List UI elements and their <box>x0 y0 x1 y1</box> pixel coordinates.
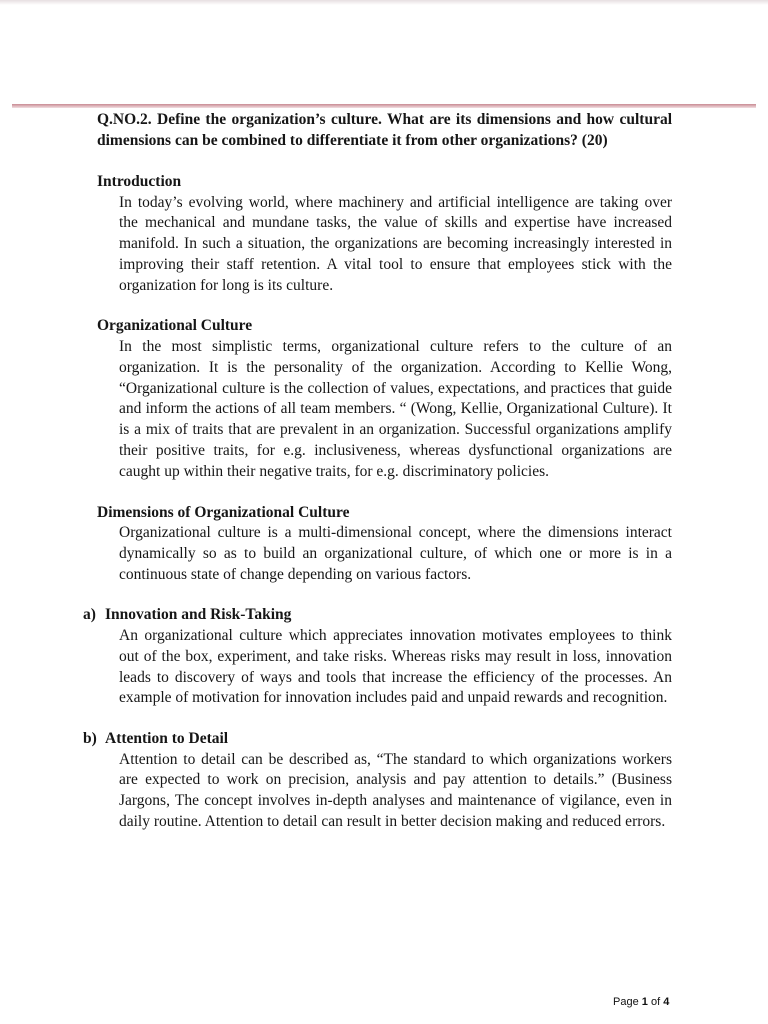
subsection-body-attention: Attention to detail can be described as, “The standard to which organizations workers are expected to work on precision, analysis and pay attention to details.” (Business Jargons, The concept involves in-depth analyses and maintenance of vigilance, even in daily routine. Attention to detail can result in better decision making and reduced errors. <box>119 750 672 831</box>
subsection-label-a: a) <box>83 606 96 624</box>
subsection-body-innovation: An organizational culture which appreciates innovation motivates employees to think out of the box, experiment, and take risks. Whereas risks may result in loss, innovation leads to discovery of ways and tools that increase the efficiency of the processes. An example of motivation for innovation includes paid and unpaid rewards and recognition. <box>119 626 672 707</box>
page-word: Page <box>613 996 639 1008</box>
section-organizational-culture <box>97 316 672 482</box>
subsection-title-attention <box>83 729 658 750</box>
section-title-introduction: Introduction <box>97 173 182 190</box>
document-body <box>83 110 672 833</box>
section-body-dimensions: Organizational culture is a multi-dimensional concept, where the dimensions interact dynamically so as to build an organizational culture, of which one or more is in a continuous state of change depending on various factors. <box>119 524 672 583</box>
section-dimensions <box>97 503 672 586</box>
subsection-title-text-attention: Attention to Detail <box>105 730 229 748</box>
current-page: 1 <box>641 996 648 1008</box>
of-word: of <box>650 996 661 1008</box>
subsection-innovation <box>83 605 672 709</box>
total-pages: 4 <box>663 996 670 1008</box>
section-body-organizational-culture: In the most simplistic terms, organizational culture refers to the culture of an organization. It is the personality of the organization. According to Kellie Wong, “Organizational culture is the collection of values, expectations, and practices that guide and inform the actions of all team members. “ (Wong, Kellie, Organizational Culture). It is a mix of traits that are prevalent in an organization. Successful organizations amplify their positive traits, for e.g. inclusiveness, whereas dysfunctional organizations are caught up within their negative traits, for e.g. discriminatory policies. <box>119 337 672 480</box>
subsection-title-text-innovation: Innovation and Risk-Taking <box>105 606 292 624</box>
subsection-attention-to-detail <box>83 729 672 833</box>
subsection-title-innovation <box>83 605 658 626</box>
section-title-organizational-culture: Organizational Culture <box>97 317 253 335</box>
section-title-dimensions: Dimensions of Organizational Culture <box>97 503 350 521</box>
header-rule <box>12 104 756 108</box>
question-heading: Q.NO.2. Define the organization’s culture. What are its dimensions and how cultural dimensions can be combined to differentiate it from other organizations? (20) <box>97 111 672 149</box>
page-top-shade <box>0 0 768 5</box>
page-number <box>613 996 669 1008</box>
subsection-label-b: b) <box>83 730 97 748</box>
section-introduction <box>97 172 672 296</box>
section-body-introduction: In today’s evolving world, where machinery and artificial intelligence are taking over the mechanical and mundane tasks, the value of skills and expertise have increased manifold. In such a situation, the organizations are becoming increasingly interested in improving their staff retention. A vital tool to ensure that employees stick with the organization for long is its culture. <box>119 193 672 294</box>
